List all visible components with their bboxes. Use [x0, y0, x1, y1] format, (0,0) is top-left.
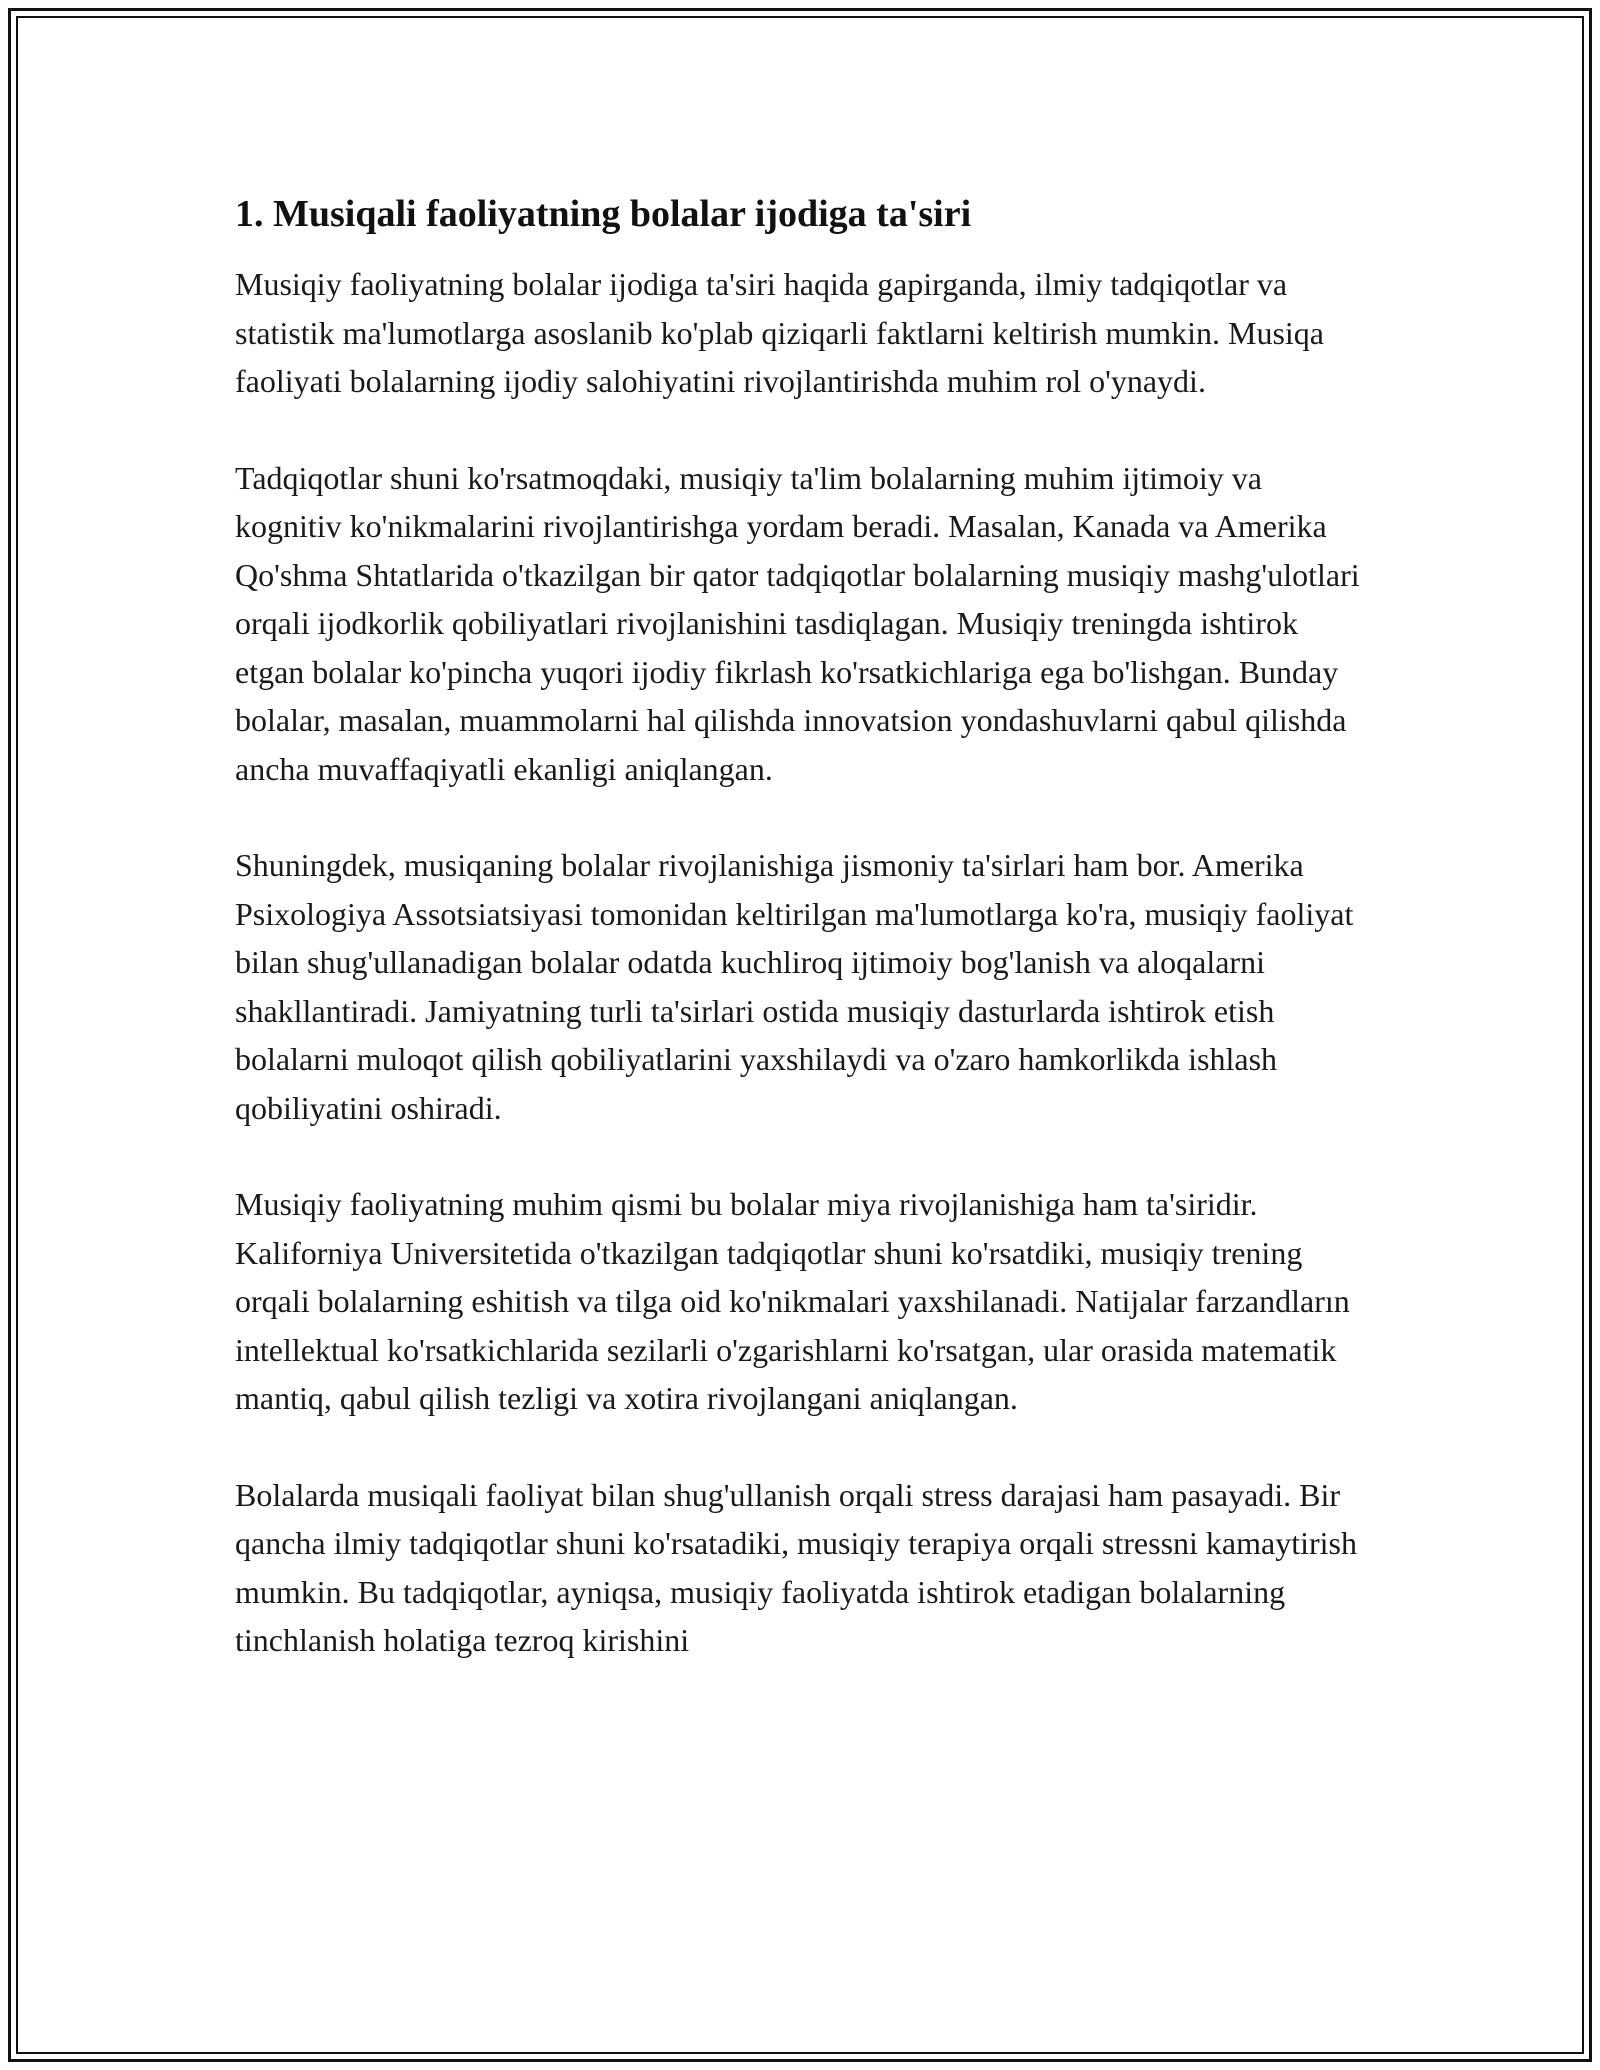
- paragraph: Tadqiqotlar shuni ko'rsatmoqdaki, musiqiy ta'lim bolalarning muhim ijtimoiy va kognitiv ko'nikmalarini rivojlantirishga yordam beradi. Masalan, Kanada va Amerika Qo'shma Shtatlarida o'tkazilgan bir qator tadqiqotlar bolalarning musiqiy mashg'ulotlari orqali ijodkorlik qobiliyatlari rivojlanishini tasdiqlagan. Musiqiy treningda ishtirok etgan bolalar ko'pincha yuqori ijodiy fikrlash ko'rsatkichlariga ega bo'lishgan. Bunday bolalar, masalan, muammolarni hal qilishda innovatsion yondashuvlarni qabul qilishda ancha muvaffaqiyatli ekanligi aniqlangan.: [235, 459, 1360, 787]
- paragraph: Musiqiy faoliyatning bolalar ijodiga ta'siri haqida gapirganda, ilmiy tadqiqotlar va statistik ma'lumotlarga asoslanib ko'plab qiziqarli faktlarni keltirish mumkin. Musiqa faoliyati bolalarning ijodiy salohiyatini rivojlantirishda muhim rol o'ynaydi.: [235, 266, 1324, 399]
- paragraph: Bolalarda musiqali faoliyat bilan shug'ullanish orqali stress darajasi ham pasayadi. Bir qancha ilmiy tadqiqotlar shuni ko'rsatadiki, musiqiy terapiya orqali stressni kamaytirish mumkin. Bu tadqiqotlar, ayniqsa, musiqiy faoliyatda ishtirok etadigan bolalarning tinchlanish holatiga tezroq kirishini: [235, 1476, 1357, 1658]
- document-body: [235, 188, 1375, 1665]
- paragraph: Musiqiy faoliyatning muhim qismi bu bolalar miya rivojlanishiga ham ta'siridir. Kaliforniya Universitetida o'tkazilgan tadqiqotlar shuni ko'rsatdiki, musiqiy trening orqali bolalarning eshitish va tilga oid ko'nikmalari yaxshilanadi. Natijalar farzandların intellektual ko'rsatkichlarida sezilarli o'zgarishlarni ko'rsatgan, ular orasida matematik mantiq, qabul qilish tezligi va xotira rivojlangani aniqlangan.: [235, 1186, 1350, 1416]
- paragraph: Shuningdek, musiqaning bolalar rivojlanishiga jismoniy ta'sirlari ham bor. Amerika Psixologiya Assotsiatsiyasi tomonidan keltirilgan ma'lumotlarga ko'ra, musiqiy faoliyat bilan shug'ullanadigan bolalar odatda kuchliroq ijtimoiy bog'lanish va aloqalarni shakllantiradi. Jamiyatning turli ta'sirlari ostida musiqiy dasturlarda ishtirok etish bolalarni muloqot qilish qobiliyatlarini yaxshilaydi va o'zaro hamkorlikda ishlash qobiliyatini oshiradi.: [235, 847, 1354, 1126]
- section-title: 1. Musiqali faoliyatning bolalar ijodiga ta'siri: [235, 193, 972, 235]
